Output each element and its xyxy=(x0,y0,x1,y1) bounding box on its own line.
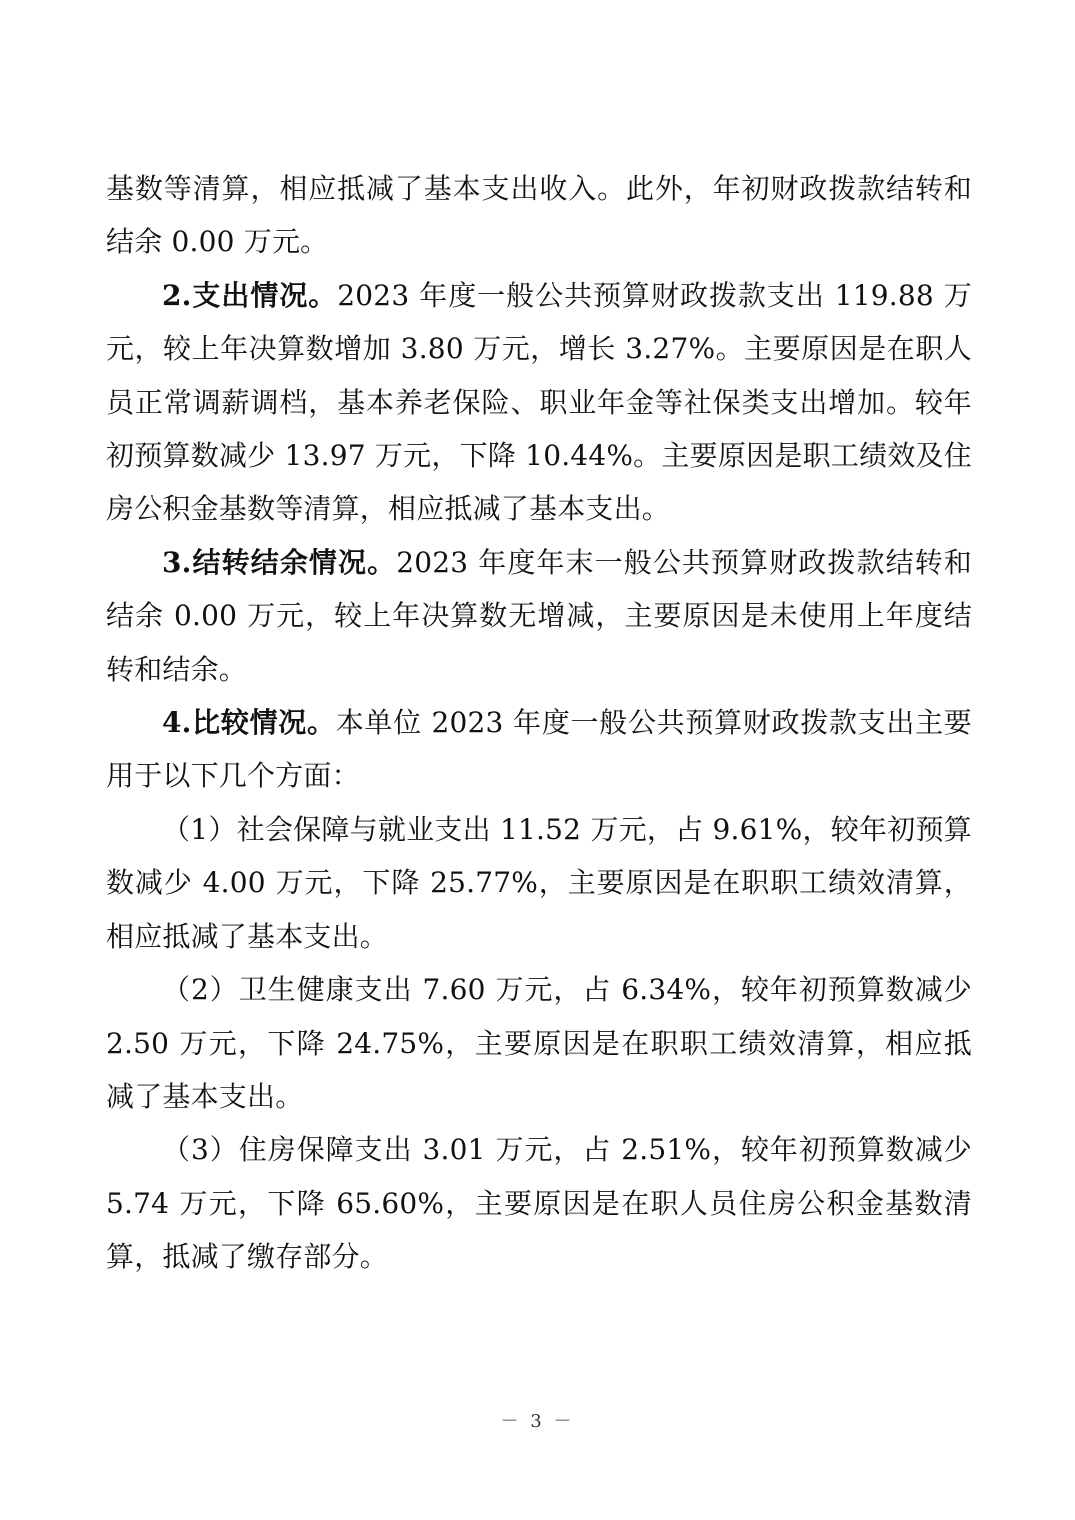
paragraph-text: （1）社会保障与就业支出 11.52 万元，占 9.61%，较年初预算数减少 4.00 万元，下降 25.77%，主要原因是在职职工绩效清算，相应抵减了基本支出。 xyxy=(106,812,972,953)
paragraph-text: 2023 年度一般公共预算财政拨款支出 119.88 万元，较上年决算数增加 3.80 万元，增长 3.27%。主要原因是在职人员正常调薪调档，基本养老保险、职业年金等社保类支出增加。较年初预算数减少 13.97 万元，下降 10.44%。主要原因是职工绩效及住房公积金基数等清算，相应抵减了基本支出。 xyxy=(106,278,972,526)
paragraph-heading: 3.结转结余情况。 xyxy=(162,545,397,579)
paragraph-item-1 xyxy=(106,803,972,963)
paragraph-text: （3）住房保障支出 3.01 万元，占 2.51%，较年初预算数减少 5.74 万元，下降 65.60%，主要原因是在职人员住房公积金基数清算，抵减了缴存部分。 xyxy=(106,1133,972,1274)
paragraph-heading: 4.比较情况。 xyxy=(162,706,336,740)
paragraph-expenditure xyxy=(106,269,972,536)
paragraph-text: 基数等清算，相应抵减了基本支出收入。此外，年初财政拨款结转和结余 0.00 万元。 xyxy=(106,172,972,259)
paragraph-comparison xyxy=(106,696,972,803)
paragraph-text: 2023 年度年末一般公共预算财政拨款结转和结余 0.00 万元，较上年决算数无增减，主要原因是未使用上年度结转和结余。 xyxy=(106,545,972,686)
body-text xyxy=(106,162,972,1284)
paragraph-item-3 xyxy=(106,1123,972,1283)
page-number: － 3 － xyxy=(500,1411,575,1432)
paragraph-text: （2）卫生健康支出 7.60 万元，占 6.34%，较年初预算数减少 2.50 万元，下降 24.75%，主要原因是在职职工绩效清算，相应抵减了基本支出。 xyxy=(106,973,972,1113)
paragraph-item-2 xyxy=(106,963,972,1123)
paragraph-heading: 2.支出情况。 xyxy=(162,278,338,312)
paragraph-carryover xyxy=(106,536,972,696)
paragraph-text: 本单位 2023 年度一般公共预算财政拨款支出主要用于以下几个方面： xyxy=(106,706,972,793)
paragraph-continuation xyxy=(106,162,972,269)
